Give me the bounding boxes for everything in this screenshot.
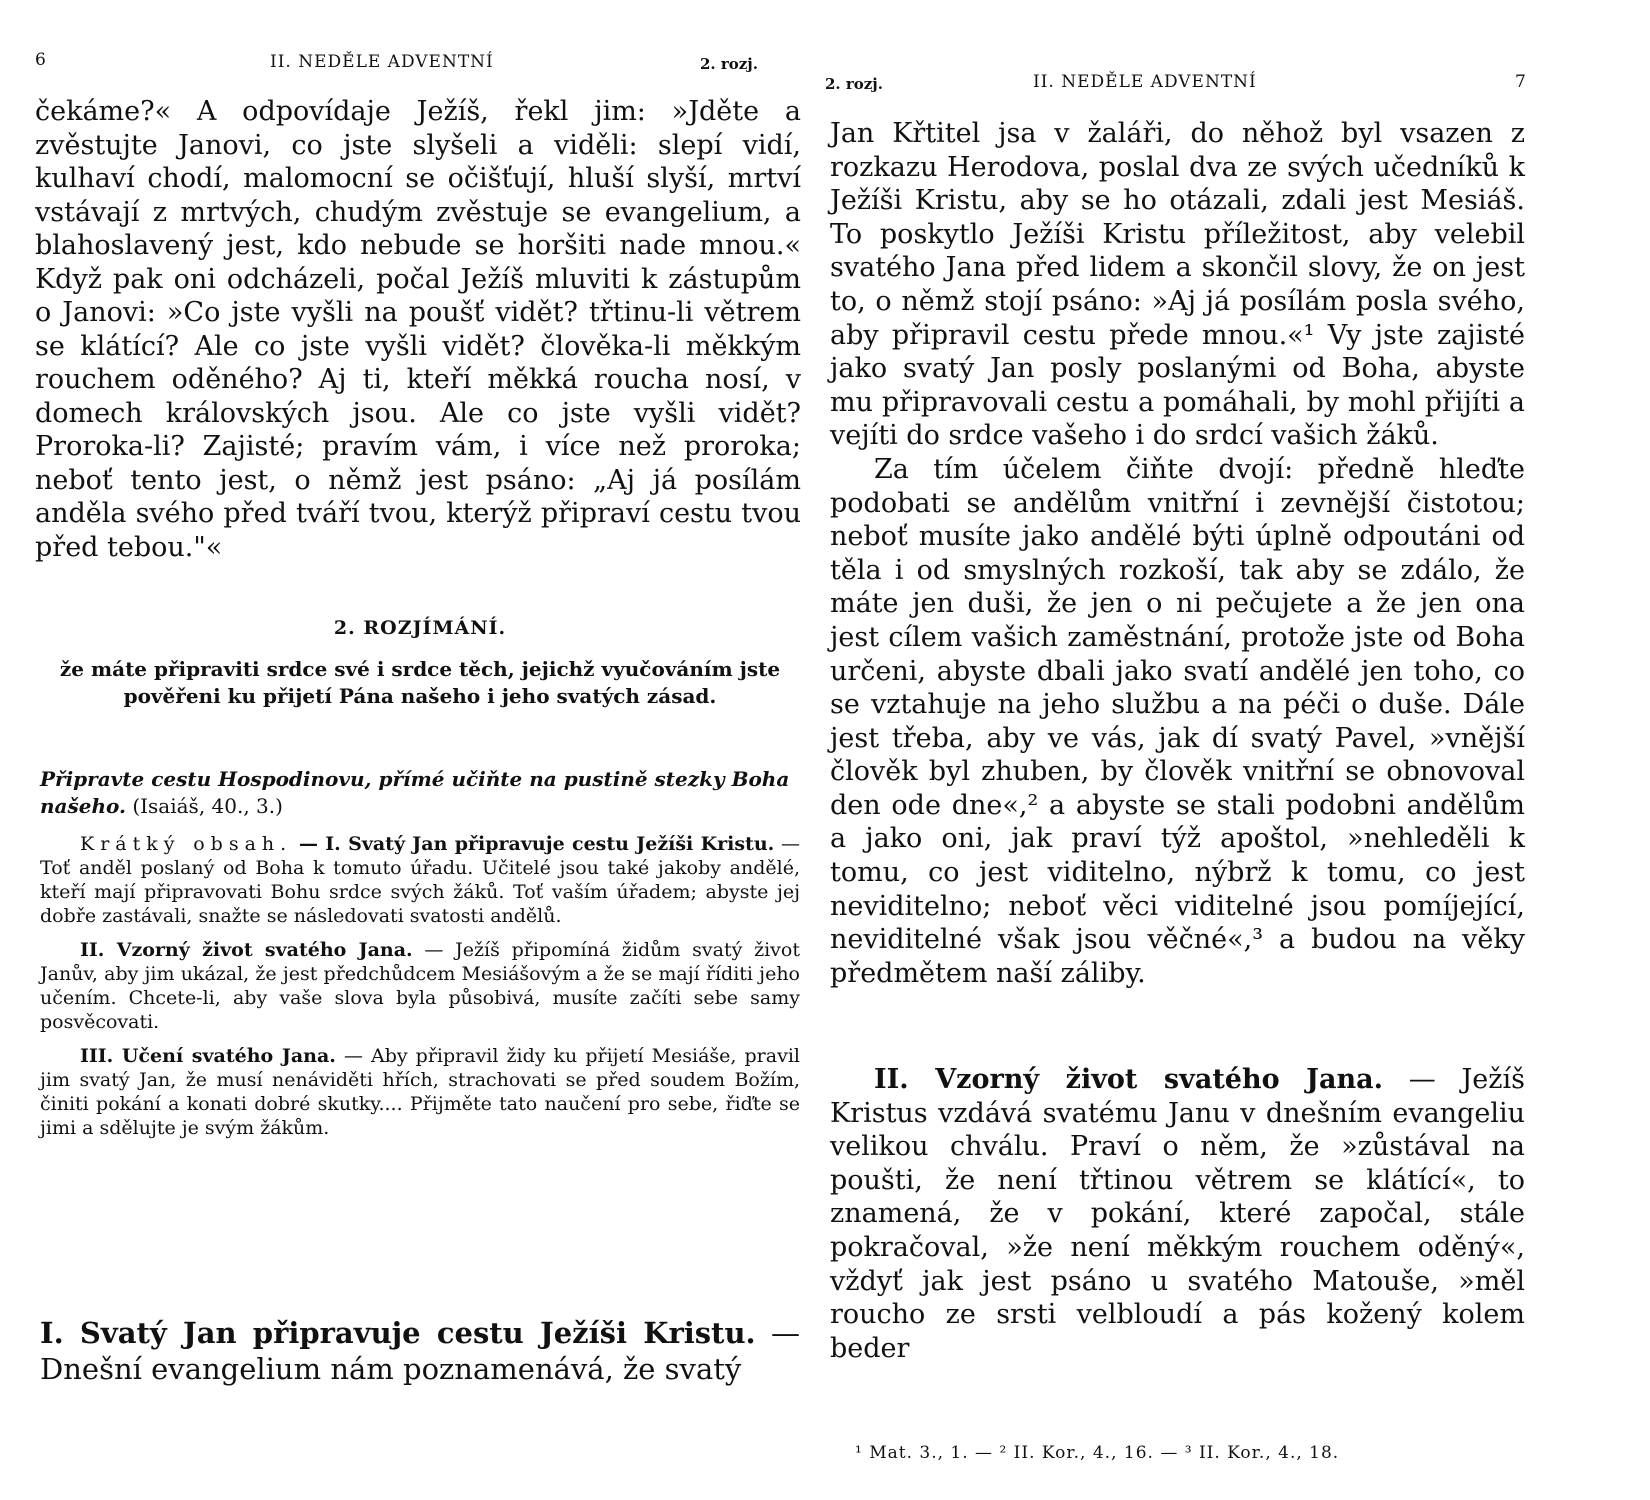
section-tag: 2. rozj. — [825, 75, 883, 93]
running-title: II. NEDĚLE ADVENTNÍ — [270, 52, 494, 72]
section-one-text: — Dnešní evangelium nám poznamenává, že svatý — [40, 1316, 801, 1386]
summary-point-1 — [40, 832, 800, 928]
meditation-subheading: že máte připraviti srdce své i srdce těch, jejichž vyučováním jste pověřeni ku přijetí Pána našeho i jeho svatých zásad. — [59, 657, 781, 708]
summary-3-text: — Aby připravil židy ku přijetí Mesiáše, pravil jim svatý Jan, že musí nenáviděti hřích, strachovati se před soudem Božím, činiti pokání a konati dobré skutky.... Přijměte tato naučení pro sebe, řiďte se jimi a sdělujte je svým žákům. — [40, 1045, 800, 1139]
running-title: II. NEDĚLE ADVENTNÍ — [1033, 72, 1257, 92]
page-number: 6 — [35, 50, 46, 70]
summary-point-3 — [40, 1044, 800, 1140]
epigraph-reference: (Isaiáš, 40., 3.) — [132, 794, 283, 818]
summary-label: Krátký obsah. — [80, 833, 293, 855]
summary — [40, 832, 800, 1150]
footnotes: ¹ Mat. 3., 1. — ² II. Kor., 4., 16. — ³ II. Kor., 4., 18. — [855, 1443, 1340, 1463]
epigraph — [40, 766, 800, 820]
section-two-paragraph — [830, 1063, 1525, 1365]
gospel-passage: čekáme?« A odpovídaje Ježíš, řekl jim: »Jděte a zvěstujte Janovi, co jste slyšeli a viděli: slepí vidí, kulhaví chodí, malomocní se očišťují, hluší slyší, mrtví vstávají z mrtvých, chudým zvěstuje se evangelium, a blahoslavený jest, kdo nebude se horšiti nade mnou.« Když pak oni odcházeli, počal Ježíš mluviti k zástupům o Janovi: »Co jste vyšli na poušť vidět? třtinu-li větrem se klátící? Ale co jste vyšli vidět? člověka-li měkkým rouchem oděného? Aj ti, kteří měkká roucha nosí, v domech královských jsou. Ale co jste vyšli vidět? Proroka-li? Zajisté; pravím vám, i více než proroka; neboť tento jest, o němž jest psáno: „Aj já posílám anděla svého před tváří tvou, kterýž připraví cestu tvou před tebou."« — [35, 96, 801, 563]
paragraph-2: Za tím účelem čiňte dvojí: předně hleďte podobati se andělům vnitřní i zevnější čistotou; neboť musíte jako andělé býti úplně odpoutáni od těla i od smyslných rozkoší, tak aby se zdálo, že máte jen duši, že jen o ni pečujete a že jen ona jest cílem vašich zaměstnání, protože jste od Boha určeni, abyste dbali jako svatí andělé jen toho, co se vztahuje na jeho službu a na péči o duše. Dále jest třeba, aby ve vás, jak dí svatý Pavel, »vnější člověk byl zhuben, by člověk vnitřní se obnovoval den ode dne«,² a abyste se stali podobni andělům a jako oni, jak praví týž apoštol, »nehleděli k tomu, co jest viditelno, nýbrž k tomu, co jest neviditelno; neboť věci viditelné jsou pomíjející, neviditelné však jsou věčné«,³ a budou na věky předmětem naší záliby. — [830, 453, 1525, 989]
page-number: 7 — [1515, 72, 1526, 92]
section-two — [830, 1063, 1525, 1365]
summary-1-text: — Toť anděl poslaný od Boha k tomuto úřadu. Učitelé jsou také jakoby andělé, kteří mají připravovati Bohu srdce svých žáků. Toť vaším úřadem; abyste jej dobře zastávali, snažte se následovati svatosti andělů. — [40, 833, 800, 927]
epigraph-text: Připravte cestu Hospodinovu, přímé učiňte na pustině stezky Boha našeho. — [40, 767, 790, 818]
right-page — [825, 0, 1650, 1500]
right-body — [830, 117, 1525, 990]
summary-3-title: III. Učení svatého Jana. — [80, 1045, 336, 1067]
summary-1-title: — I. Svatý Jan připravuje cestu Ježíši Kristu. — [298, 833, 775, 855]
summary-2-title: II. Vzorný život svatého Jana. — [80, 939, 413, 961]
section-one — [40, 1315, 800, 1387]
section-one-title: I. Svatý Jan připravuje cestu Ježíši Kristu. — [40, 1316, 756, 1350]
body-text — [35, 95, 801, 564]
section-two-title: II. Vzorný život svatého Jana. — [874, 1064, 1383, 1095]
section-tag: 2. rozj. — [700, 55, 758, 73]
section-two-text: — Ježíš Kristus vzdává svatému Janu v dnešním evangeliu velikou chválu. Praví o něm, že »zůstával na poušti, že není třtinou větrem se klátící«, to znamená, že v pokání, které započal, stále pokračoval, »že není měkkým rouchem oděný«, vždyť jak jest psáno u svatého Matouše, »měl roucho ze srsti velbloudí a pás kožený kolem beder — [830, 1064, 1525, 1364]
summary-2-text: — Ježíš připomíná židům svatý život Janův, aby jim ukázal, že jest předchůdcem Mesiášovým a že se mají říditi jeho učením. Chcete-li, aby vaše slova byla působivá, musíte začíti sebe samy posvěcovati. — [40, 939, 800, 1033]
summary-point-2 — [40, 938, 800, 1034]
meditation-heading: 2. ROZJÍMÁNÍ. — [333, 617, 507, 639]
paragraph-1: Jan Křtitel jsa v žaláři, do něhož byl vsazen z rozkazu Herodova, poslal dva ze svých učedníků k Ježíši Kristu, aby se ho otázali, zdali jest Mesiáš. To poskytlo Ježíši Kristu příležitost, aby velebil svatého Jana před lidem a skončil slovy, že on jest to, o němž stojí psáno: »Aj já posílám posla svého, aby připravil cestu přede mnou.«¹ Vy jste zajisté jako svatý Jan posly poslanými od Boha, abyste mu připravovali cestu a pomáhali, by mohl přijíti a vejíti do srdce vašeho i do srdcí vašich žáků. — [830, 118, 1525, 452]
